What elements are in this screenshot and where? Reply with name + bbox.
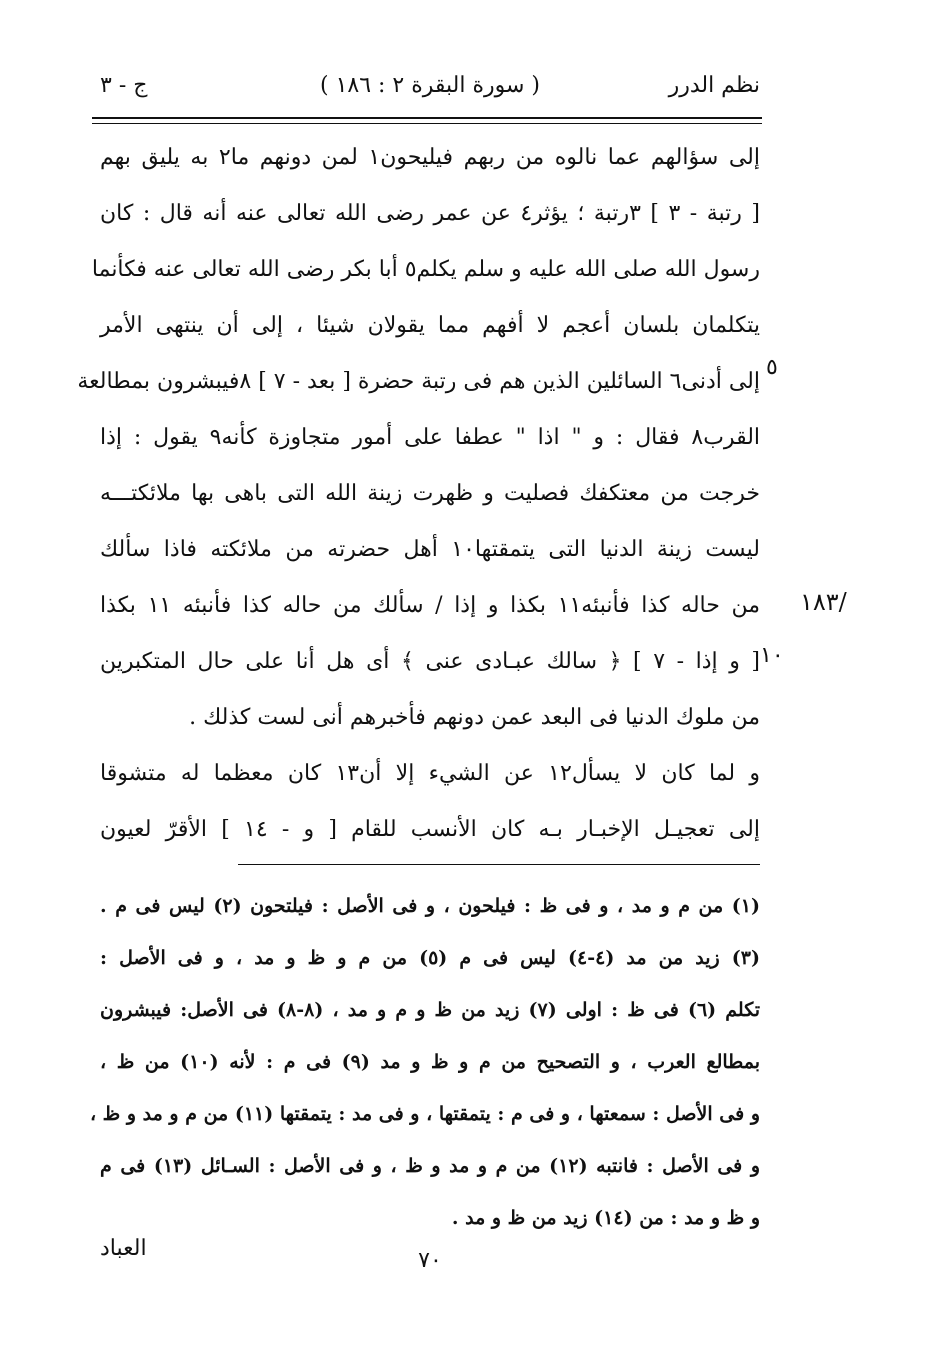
header-rule-thin [92,123,762,124]
page-number: ٧٠ [418,1248,442,1273]
margin-page-reference: /١٨٣ [800,588,847,616]
footnote-line: تكلم (٦) فى ظ : اولى (٧) زيد من ظ و م و مد ، (٨-٨) فى الأصل: فيبشرون [100,999,761,1021]
text-line: إلى سؤالهم عما نالوه من ربهم فيليحون١ لمن دونهم ما٢ به يليق بهم [100,145,760,170]
catchword: العباد [100,1236,147,1261]
running-header [100,66,760,106]
footnote-line: (١) من م و مد ، و فى ظ : فيلحون ، و فى الأصل : فيلتحون (٢) ليس فى م . [100,895,760,917]
text-line: يتكلمان بلسان أعجم لا أفهم مما يقولان شيئا ، إلى أن ينتهى الأمر [100,313,760,338]
footnote-line: (٣) زيد من مد (٤-٤) ليس فى م (٥) من م و ظ و مد ، و فى الأصل : [100,947,761,969]
main-text [77,130,761,858]
surah-reference: ( سورة البقرة ٢ : ١٨٦ ) [319,73,541,98]
footnotes [89,880,761,1244]
text-line: إلى أدنى٦ السائلين الذين هم فى رتبة حضرة [ بعد - ٧ ] ٨فيبشرون بمطالعة [77,369,760,394]
footnote-line: و فى الأصل : فانتبه (١٢) من م و مد و ظ ، و فى الأصل : السـائل (١٣) فى م [100,1155,760,1177]
text-line: من حاله كذا فأنبئه١١ بكذا و إذا / سألك من حاله كذا فأنبئه ١١ بكذا [100,593,760,618]
text-line: من ملوك الدنيا فى البعد عمن دونهم فأخبرهم أنى لست كذلك . [189,705,760,730]
footnote-rule [238,864,760,865]
line-number-5: ٥ [766,355,778,380]
text-line: و لما كان لا يسأل١٢ عن الشيء إلا أن١٣ كان معظما له متشوقا [100,761,761,786]
text-line: خرجت من معتكفك فصليت و ظهرت زينة الله التى باهى بها ملائكتـــه [100,481,760,506]
line-number-10: ١٠ [760,643,784,668]
footnote-line: و ظ و مد : من (١٤) زيد من ظ و مد . [451,1207,760,1229]
text-line: ليست زينة الدنيا التى يتمقتها١٠ أهل حضرته من ملائكته فاذا سألك [100,537,761,562]
book-title: نظم الدرر [668,73,760,98]
text-line: إلى تعجيـل الإخبـار بـه كان الأنسب للقام [ و - ١٤ ] الأقرّ لعيون [100,817,760,842]
volume-number: ج - ٣ [100,73,148,98]
text-line: [ رتبة - ٣ ] ٣رتبة ؛ يؤثر٤ عن عمر رضى الله تعالى عنه أنه قال : كان [100,201,760,226]
footnote-line: و فى الأصل : سمعتها ، و فى م : يتمقتها ، و فى مد : يتمقتها (١١) من م و مد و ظ ، [89,1103,760,1125]
page-footer [100,1236,760,1276]
text-line: رسول الله صلى الله عليه و سلم يكلم٥ أبا بكر رضى الله تعالى عنه فكأنما [91,257,760,282]
footnote-line: بمطالع العرب ، و التصحيح من م و ظ و مد (٩) فى م : لأنه (١٠) من ظ ، [100,1051,761,1073]
header-rule [92,117,762,119]
text-line: القرب٨ فقال : و " اذا " عطفا على أمور متجاوزة كأنه٩ يقول : إذا [100,425,761,450]
text-line: [ و إذا - ٧ ] ﴿ سالك عبـادى عنى ﴾ أى هل أنا على حال المتكبرين [100,649,761,674]
